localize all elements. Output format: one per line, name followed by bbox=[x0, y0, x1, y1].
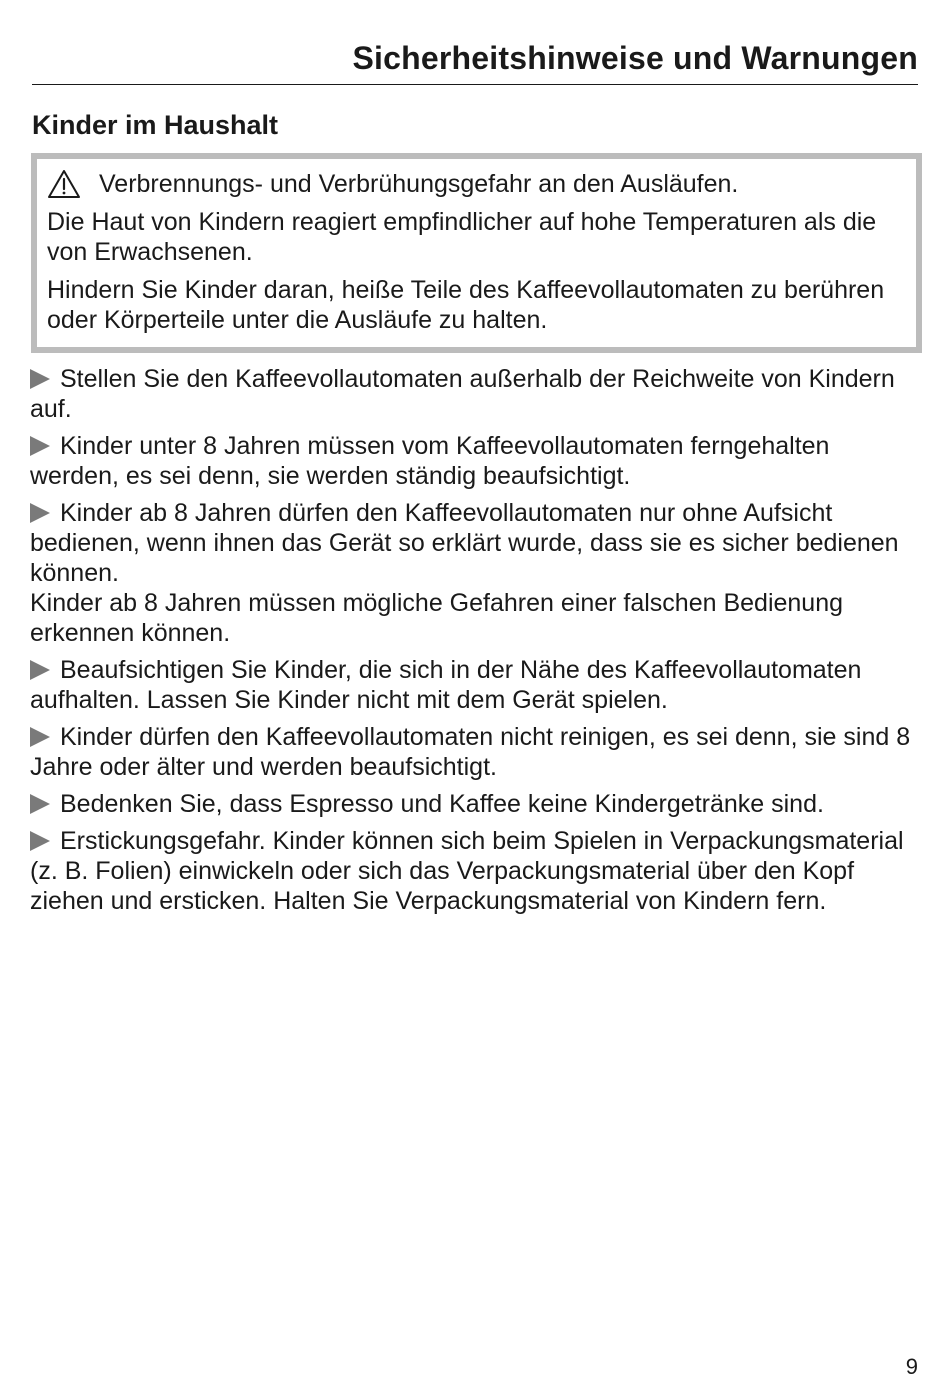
list-item bbox=[30, 498, 920, 648]
bullet-arrow-icon bbox=[30, 727, 50, 747]
safety-list bbox=[30, 364, 920, 923]
list-item bbox=[30, 655, 920, 715]
bullet-arrow-icon bbox=[30, 660, 50, 680]
list-item-text: Kinder dürfen den Kaffeevollautomaten nicht reinigen, es sei denn, sie sind 8 Jahre oder älter und werden beaufsichtigt. bbox=[30, 723, 911, 781]
page-number: 9 bbox=[905, 1354, 918, 1379]
list-item-text: Kinder unter 8 Jahren müssen vom Kaffeevollautomaten ferngehalten werden, es sei denn, sie werden ständig beaufsichtigt. bbox=[30, 432, 830, 490]
list-item-text: Stellen Sie den Kaffeevollautomaten außerhalb der Reichweite von Kindern auf. bbox=[30, 365, 895, 423]
list-item-text: Beaufsichtigen Sie Kinder, die sich in der Nähe des Kaffeevollautomaten aufhalten. Lassen Sie Kinder nicht mit dem Gerät spielen. bbox=[30, 656, 862, 714]
bullet-arrow-icon bbox=[30, 831, 50, 851]
list-item bbox=[30, 789, 920, 819]
bullet-arrow-icon bbox=[30, 503, 50, 523]
section-title: Kinder im Haushalt bbox=[32, 110, 279, 140]
list-item-text: Bedenken Sie, dass Espresso und Kaffee keine Kindergetränke sind. bbox=[60, 790, 824, 818]
list-item bbox=[30, 364, 920, 424]
list-item-continuation: Kinder ab 8 Jahren müssen mögliche Gefahren einer falschen Bedienung erkennen können. bbox=[30, 589, 844, 647]
bullet-arrow-icon bbox=[30, 369, 50, 389]
bullet-arrow-icon bbox=[30, 794, 50, 814]
warning-box bbox=[31, 153, 922, 353]
list-item bbox=[30, 826, 920, 916]
warning-paragraph: Die Haut von Kindern reagiert empfindlicher auf hohe Temperaturen als die von Erwachsenen. bbox=[47, 208, 877, 266]
list-item-text: Kinder ab 8 Jahren dürfen den Kaffeevollautomaten nur ohne Aufsicht bedienen, wenn ihnen das Gerät so erklärt wurde, dass sie es sicher bedienen können. bbox=[30, 499, 899, 587]
page-header bbox=[32, 36, 918, 85]
bullet-arrow-icon bbox=[30, 436, 50, 456]
page-title: Sicherheitshinweise und Warnungen bbox=[352, 40, 918, 76]
warning-heading-row bbox=[47, 169, 886, 199]
warning-paragraph: Hindern Sie Kinder daran, heiße Teile des Kaffeevollautomaten zu berühren oder Körperteile unter die Ausläufe zu halten. bbox=[47, 276, 885, 334]
list-item-text: Erstickungsgefahr. Kinder können sich beim Spielen in Verpackungsmaterial (z. B. Folien) einwickeln oder sich das Verpackungsmaterial über den Kopf ziehen und ersticken. Halten Sie Verpackungsmaterial von Kindern fern. bbox=[30, 827, 904, 915]
list-item bbox=[30, 722, 920, 782]
warning-heading: Verbrennungs- und Verbrühungsgefahr an den Ausläufen. bbox=[99, 170, 739, 198]
warning-triangle-icon bbox=[47, 169, 81, 199]
list-item bbox=[30, 431, 920, 491]
